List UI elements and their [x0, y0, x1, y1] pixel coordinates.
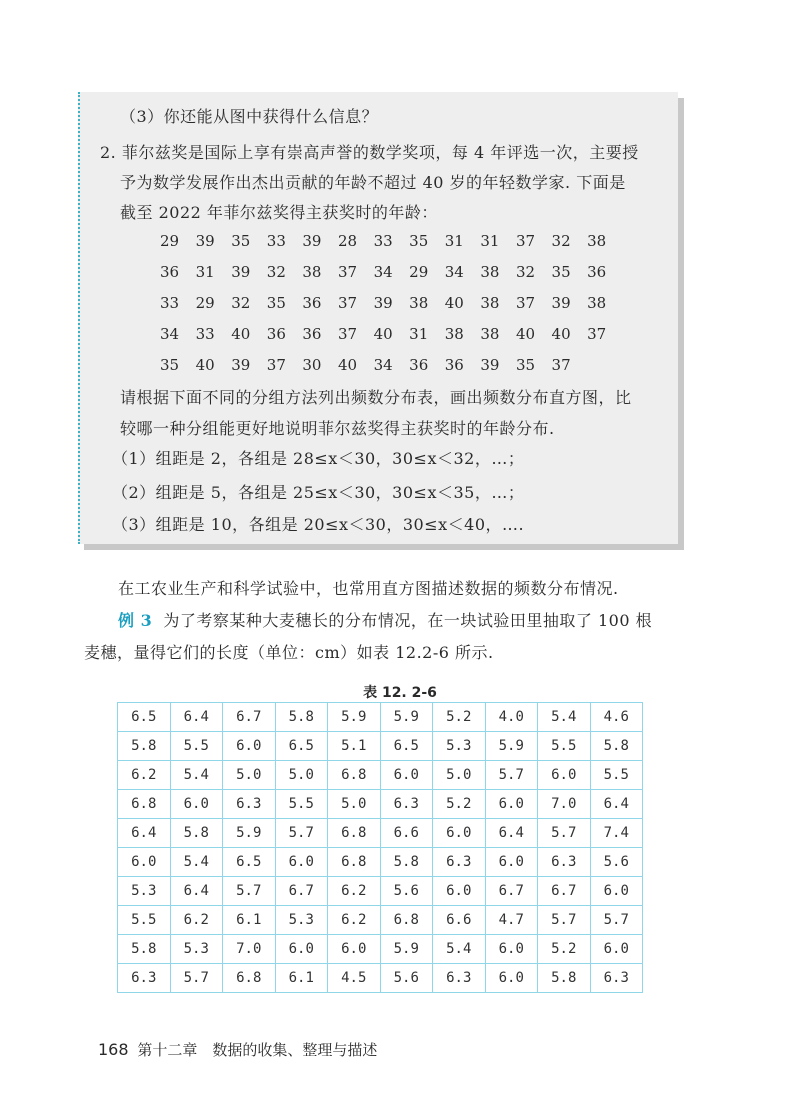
age-value: 35 — [231, 232, 251, 250]
example-3-line-2: 麦穗，量得它们的长度（单位：cm）如表 12.2-6 所示. — [84, 643, 494, 662]
table-cell: 6.3 — [590, 964, 643, 993]
age-value: 33 — [195, 325, 215, 343]
age-value: 36 — [302, 294, 322, 312]
age-value: 38 — [587, 294, 607, 312]
table-cell: 5.4 — [538, 703, 591, 732]
table-cell: 6.2 — [328, 877, 381, 906]
age-value: 37 — [337, 263, 358, 281]
age-value: 28 — [337, 232, 358, 250]
ages-row — [160, 325, 623, 343]
table-cell: 6.0 — [275, 848, 328, 877]
table-cell: 5.7 — [223, 877, 276, 906]
age-value: 38 — [444, 325, 464, 343]
paragraph-1: 在工农业生产和科学试验中，也常用直方图描述数据的频数分布情况. — [118, 579, 619, 598]
age-value: 40 — [551, 325, 571, 343]
age-value: 37 — [587, 325, 607, 343]
age-value: 35 — [551, 263, 571, 281]
table-cell: 6.3 — [433, 848, 486, 877]
table-cell: 6.3 — [223, 790, 276, 819]
table-cell: 6.8 — [118, 790, 171, 819]
table-cell: 6.8 — [328, 761, 381, 790]
table-row — [118, 761, 643, 790]
table-cell: 6.0 — [328, 935, 381, 964]
table-cell: 6.3 — [380, 790, 433, 819]
ages-row — [160, 232, 623, 250]
option-3: （3）组距是 10，各组是 20≤x＜30，30≤x＜40，…. — [112, 515, 525, 534]
table-row — [118, 935, 643, 964]
table-cell: 5.2 — [433, 790, 486, 819]
exercise-2-line-2: 予为数学发展作出杰出贡献的年龄不超过 40 岁的年轻数学家. 下面是 — [120, 173, 626, 192]
table-cell: 6.0 — [170, 790, 223, 819]
age-value: 35 — [160, 356, 180, 374]
table-cell: 5.7 — [485, 761, 538, 790]
table-cell: 6.7 — [275, 877, 328, 906]
table-cell: 6.0 — [275, 935, 328, 964]
table-cell: 6.6 — [380, 819, 433, 848]
table-cell: 6.3 — [538, 848, 591, 877]
table-cell: 5.0 — [223, 761, 276, 790]
table-cell: 5.5 — [590, 761, 643, 790]
age-value: 33 — [266, 232, 286, 250]
table-cell: 5.0 — [433, 761, 486, 790]
age-value: 40 — [373, 325, 393, 343]
table-row — [118, 732, 643, 761]
table-cell: 5.5 — [538, 732, 591, 761]
page-number: 168 — [98, 1040, 129, 1059]
table-cell: 5.4 — [170, 848, 223, 877]
table-cell: 6.1 — [275, 964, 328, 993]
table-cell: 5.7 — [170, 964, 223, 993]
table-cell: 6.5 — [380, 732, 433, 761]
question-3: （3）你还能从图中获得什么信息？ — [120, 107, 379, 126]
example-label: 例 3 — [118, 611, 153, 630]
age-value: 37 — [515, 294, 536, 312]
table-cell: 6.0 — [433, 877, 486, 906]
age-value: 40 — [515, 325, 536, 343]
table-cell: 6.5 — [118, 703, 171, 732]
table-row — [118, 819, 643, 848]
table-cell: 5.8 — [275, 703, 328, 732]
table-cell: 6.6 — [433, 906, 486, 935]
table-cell: 5.5 — [170, 732, 223, 761]
table-cell: 5.8 — [118, 732, 171, 761]
table-cell: 5.2 — [433, 703, 486, 732]
table-cell: 6.0 — [118, 848, 171, 877]
table-cell: 6.3 — [433, 964, 486, 993]
table-cell: 5.5 — [275, 790, 328, 819]
table-cell: 6.0 — [433, 819, 486, 848]
table-cell: 6.8 — [223, 964, 276, 993]
table-cell: 5.7 — [538, 906, 591, 935]
table-cell: 6.0 — [538, 761, 591, 790]
age-value: 34 — [444, 263, 464, 281]
age-value: 30 — [302, 356, 322, 374]
age-value: 31 — [480, 232, 500, 250]
table-cell: 5.4 — [433, 935, 486, 964]
age-value: 32 — [515, 263, 536, 281]
age-value: 35 — [266, 294, 286, 312]
age-value: 39 — [480, 356, 500, 374]
age-value: 29 — [409, 263, 429, 281]
age-value: 39 — [195, 232, 215, 250]
age-value: 34 — [373, 356, 393, 374]
age-value: 29 — [195, 294, 215, 312]
age-value: 40 — [231, 325, 251, 343]
age-value: 38 — [587, 232, 607, 250]
table-cell: 4.6 — [590, 703, 643, 732]
table-cell: 4.5 — [328, 964, 381, 993]
example-text-1: 为了考察某种大麦穗长的分布情况，在一块试验田里抽取了 100 根 — [163, 611, 653, 630]
age-value: 36 — [409, 356, 429, 374]
age-value: 36 — [444, 356, 464, 374]
table-row — [118, 848, 643, 877]
table-cell: 6.0 — [485, 848, 538, 877]
table-cell: 6.4 — [170, 877, 223, 906]
table-cell: 5.9 — [223, 819, 276, 848]
age-value: 37 — [515, 232, 536, 250]
age-value: 38 — [480, 294, 500, 312]
table-cell: 5.9 — [328, 703, 381, 732]
ages-row — [160, 294, 623, 312]
table-cell: 6.0 — [590, 935, 643, 964]
age-value: 40 — [195, 356, 215, 374]
table-cell: 6.4 — [118, 819, 171, 848]
instruction-line-1: 请根据下面不同的分组方法列出频数分布表，画出频数分布直方图，比 — [120, 388, 632, 407]
age-value: 37 — [266, 356, 286, 374]
age-value: 34 — [160, 325, 180, 343]
table-cell: 6.4 — [485, 819, 538, 848]
age-value: 39 — [231, 263, 251, 281]
age-value: 39 — [231, 356, 251, 374]
table-cell: 6.7 — [223, 703, 276, 732]
table-cell: 6.0 — [380, 761, 433, 790]
table-cell: 5.3 — [275, 906, 328, 935]
age-value: 31 — [409, 325, 429, 343]
table-cell: 6.8 — [328, 819, 381, 848]
table-cell: 6.5 — [275, 732, 328, 761]
age-value: 37 — [337, 294, 358, 312]
table-row — [118, 877, 643, 906]
table-cell: 5.7 — [590, 906, 643, 935]
age-value: 31 — [195, 263, 215, 281]
ages-row — [160, 263, 623, 281]
table-cell: 5.3 — [433, 732, 486, 761]
table-cell: 5.3 — [118, 877, 171, 906]
data-table — [117, 702, 643, 993]
option-1: （1）组距是 2，各组是 28≤x＜30，30≤x＜32，…； — [112, 449, 525, 468]
table-cell: 4.0 — [485, 703, 538, 732]
instruction-line-2: 较哪一种分组能更好地说明菲尔兹奖得主获奖时的年龄分布. — [120, 419, 555, 438]
table-cell: 6.1 — [223, 906, 276, 935]
page-footer — [98, 1039, 377, 1060]
age-value: 38 — [480, 263, 500, 281]
table-cell: 5.8 — [380, 848, 433, 877]
table-cell: 5.9 — [485, 732, 538, 761]
table-row — [118, 906, 643, 935]
table-cell: 4.7 — [485, 906, 538, 935]
age-value: 31 — [444, 232, 464, 250]
table-cell: 5.8 — [590, 732, 643, 761]
chapter-title: 第十二章 数据的收集、整理与描述 — [137, 1041, 378, 1059]
table-cell: 5.6 — [590, 848, 643, 877]
age-value: 39 — [302, 232, 322, 250]
table-cell: 6.2 — [170, 906, 223, 935]
example-3-line-1 — [118, 608, 652, 631]
table-row — [118, 964, 643, 993]
table-cell: 6.7 — [485, 877, 538, 906]
table-cell: 6.4 — [170, 703, 223, 732]
age-value: 36 — [302, 325, 322, 343]
table-cell: 5.1 — [328, 732, 381, 761]
table-cell: 7.4 — [590, 819, 643, 848]
table-caption: 表 12. 2-6 — [363, 685, 437, 701]
table-cell: 5.4 — [170, 761, 223, 790]
age-value: 33 — [373, 232, 393, 250]
table-row — [118, 703, 643, 732]
age-value: 38 — [480, 325, 500, 343]
table-cell: 5.8 — [170, 819, 223, 848]
exercise-2-line-1: 2. 菲尔兹奖是国际上享有崇高声誉的数学奖项，每 4 年评选一次，主要授 — [100, 143, 639, 162]
table-cell: 6.0 — [485, 935, 538, 964]
table-cell: 6.0 — [485, 964, 538, 993]
table-cell: 6.8 — [380, 906, 433, 935]
age-value: 34 — [373, 263, 393, 281]
age-value: 39 — [551, 294, 571, 312]
age-value: 37 — [337, 325, 358, 343]
table-cell: 6.5 — [223, 848, 276, 877]
age-value: 37 — [551, 356, 571, 374]
table-cell: 5.8 — [118, 935, 171, 964]
option-2: （2）组距是 5，各组是 25≤x＜30，30≤x＜35，…； — [112, 483, 525, 502]
table-cell: 6.0 — [590, 877, 643, 906]
table-cell: 6.3 — [118, 964, 171, 993]
age-value: 32 — [266, 263, 286, 281]
age-value: 40 — [337, 356, 358, 374]
table-row — [118, 790, 643, 819]
age-value: 36 — [587, 263, 607, 281]
table-cell: 5.9 — [380, 703, 433, 732]
age-value: 38 — [302, 263, 322, 281]
age-value: 29 — [160, 232, 180, 250]
table-cell: 6.7 — [538, 877, 591, 906]
table-cell: 6.4 — [590, 790, 643, 819]
age-value: 32 — [231, 294, 251, 312]
age-value: 40 — [444, 294, 464, 312]
age-value: 32 — [551, 232, 571, 250]
table-cell: 5.5 — [118, 906, 171, 935]
age-value: 35 — [409, 232, 429, 250]
table-cell: 5.0 — [328, 790, 381, 819]
table-cell: 7.0 — [538, 790, 591, 819]
table-cell: 5.7 — [538, 819, 591, 848]
table-cell: 6.8 — [328, 848, 381, 877]
ages-row — [160, 356, 587, 374]
table-cell: 6.2 — [118, 761, 171, 790]
table-cell: 5.0 — [275, 761, 328, 790]
table-cell: 5.9 — [380, 935, 433, 964]
table-cell: 6.0 — [223, 732, 276, 761]
table-cell: 6.0 — [485, 790, 538, 819]
age-value: 38 — [409, 294, 429, 312]
age-value: 39 — [373, 294, 393, 312]
age-value: 36 — [266, 325, 286, 343]
table-cell: 5.3 — [170, 935, 223, 964]
age-value: 33 — [160, 294, 180, 312]
table-cell: 5.6 — [380, 964, 433, 993]
table-cell: 5.2 — [538, 935, 591, 964]
table-cell: 5.6 — [380, 877, 433, 906]
table-cell: 7.0 — [223, 935, 276, 964]
age-value: 36 — [160, 263, 180, 281]
exercise-2-line-3: 截至 2022 年菲尔兹奖得主获奖时的年龄： — [120, 203, 438, 222]
table-cell: 6.2 — [328, 906, 381, 935]
table-cell: 5.7 — [275, 819, 328, 848]
age-value: 35 — [515, 356, 536, 374]
table-cell: 5.8 — [538, 964, 591, 993]
